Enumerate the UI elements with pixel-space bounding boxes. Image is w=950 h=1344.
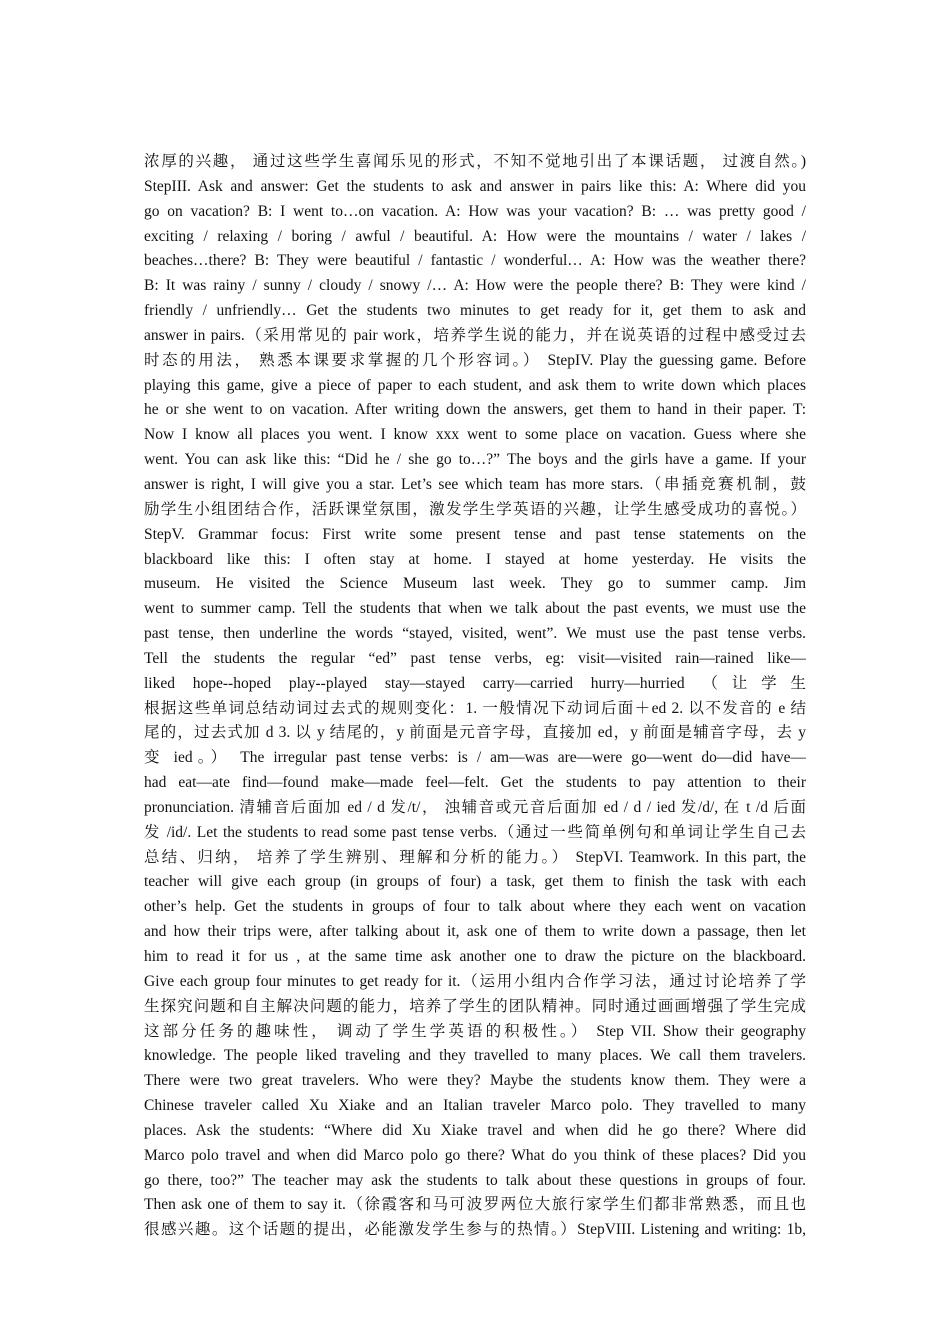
text-line: Chinese traveler called Xu Xiake and an Italian traveler Marco polo. They travelled to many bbox=[144, 1097, 806, 1115]
text-line: went. You can ask like this: “Did he / she go to…?” The boys and the girls have a game. If your bbox=[144, 451, 806, 469]
text-line: There were two great travelers. Who were they? Maybe the students know them. They were a bbox=[144, 1072, 806, 1090]
text-line: pronunciation. 清辅音后面加 ed / d 发/t/， 浊辅音或元音后面加 ed / d / ied 发/d/, 在 t /d 后面 bbox=[144, 798, 806, 816]
text-line: playing this game, give a piece of paper to each student, and ask them to write down which places bbox=[144, 376, 806, 394]
text-line: knowledge. The people liked traveling and they travelled to many places. We call them travelers. bbox=[144, 1047, 806, 1065]
text-line: him to read it for us , at the same time ask another one to draw the picture on the blackboard. bbox=[144, 948, 806, 965]
text-line: and how their trips were, after talking about it, ask one of them to write down a passage, then let bbox=[144, 923, 806, 941]
text-line: Give each group four minutes to get ready for it.（运用小组内合作学习法，通过讨论培养了学 bbox=[144, 972, 806, 990]
text-line: Now I know all places you went. I know xxx went to some place on vacation. Guess where she bbox=[144, 426, 806, 444]
text-line: 这部分任务的趣味性， 调动了学生学英语的积极性。） Step VII. Show their geography bbox=[144, 1022, 806, 1040]
text-line: 浓厚的兴趣， 通过这些学生喜闻乐见的形式，不知不觉地引出了本课话题， 过渡自然。) bbox=[144, 153, 806, 170]
text-line: 生探究问题和自主解决问题的能力，培养了学生的团队精神。同时通过画画增强了学生完成 bbox=[144, 997, 806, 1015]
text-line: past tense, then underline the words “stayed, visited, went”. We must use the past tense verbs. bbox=[144, 625, 806, 643]
text-line: StepIII. Ask and answer: Get the students to ask and answer in pairs like this: A: Where did you bbox=[144, 177, 806, 195]
text-line: museum. He visited the Science Museum last week. They go to summer camp. Jim bbox=[144, 575, 806, 593]
text-line: teacher will give each group (in groups of four) a task, get them to finish the task with each bbox=[144, 873, 806, 891]
text-line: B: It was rainy / sunny / cloudy / snowy /… A: How were the people there? B: They were kind / bbox=[144, 277, 806, 295]
text-line: Tell the students the regular “ed” past tense verbs, eg: visit—visited rain—rained like— bbox=[144, 649, 806, 667]
text-line: 时态的用法， 熟悉本课要求掌握的几个形容词。） StepIV. Play the guessing game. Before bbox=[144, 351, 806, 369]
text-line: StepV. Grammar focus: First write some present tense and past tense statements on the bbox=[144, 525, 806, 543]
text-line: blackboard like this: I often stay at home. I stayed at home yesterday. He visits the bbox=[144, 550, 806, 568]
text-line: go on vacation? B: I went to…on vacation. A: How was your vacation? B: … was pretty good / bbox=[144, 202, 806, 220]
text-line: friendly / unfriendly… Get the students two minutes to get ready for it, get them to ask and bbox=[144, 302, 806, 320]
text-line: liked hope--hoped play--played stay—stayed carry—carried hurry—hurried （让学生 bbox=[144, 674, 806, 692]
text-line: had eat—ate find—found make—made feel—felt. Get the students to pay attention to their bbox=[144, 774, 806, 792]
text-line: Then ask one of them to say it.（徐霞客和马可波罗两位大旅行家学生们都非常熟悉，而且也 bbox=[144, 1196, 806, 1214]
text-line: Marco polo travel and when did Marco polo go there? What do you think of these places? Did you bbox=[144, 1146, 806, 1164]
text-line: places. Ask the students: “Where did Xu Xiake travel and when did he go there? Where did bbox=[144, 1121, 806, 1139]
text-line: exciting / relaxing / boring / awful / beautiful. A: How were the mountains / water / lakes / bbox=[144, 227, 806, 245]
text-line: 根据这些单词总结动词过去式的规则变化：1. 一般情况下动词后面＋ed 2. 以不发音的 e 结 bbox=[144, 699, 806, 717]
text-line: 变 ied。） The irregular past tense verbs: is / am—was are—were go—went do—did have— bbox=[144, 749, 806, 767]
text-line: answer is right, I will give you a star. Let’s see which team has more stars.（串插竞赛机制，鼓 bbox=[144, 475, 806, 493]
text-line: 总结、归纳， 培养了学生辨别、理解和分析的能力。） StepVI. Teamwork. In this part, the bbox=[144, 848, 806, 866]
text-line: go there, too?” The teacher may ask the students to talk about these questions in groups of four. bbox=[144, 1171, 806, 1189]
text-line: other’s help. Get the students in groups of four to talk about where they each went on vacation bbox=[144, 898, 806, 916]
text-line: he or she went to on vacation. After writing down the answers, get them to hand in their paper. T: bbox=[144, 401, 806, 419]
text-line: went to summer camp. Tell the students that when we talk about the past events, we must use the bbox=[144, 600, 806, 618]
document-body bbox=[144, 150, 806, 1243]
text-line: 很感兴趣。这个话题的提出，必能激发学生参与的热情。）StepVIII. Listening and writing: 1b, bbox=[144, 1221, 806, 1239]
text-line: 尾的，过去式加 d 3. 以 y 结尾的，y 前面是元音字母，直接加 ed，y 前面是辅音字母，去 y bbox=[144, 724, 806, 742]
text-line: 励学生小组团结合作，活跃课堂氛围，激发学生学英语的兴趣，让学生感受成功的喜悦。） bbox=[144, 500, 806, 518]
text-line: beaches…there? B: They were beautiful / fantastic / wonderful… A: How was the weather there? bbox=[144, 252, 806, 270]
text-line: 发 /id/. Let the students to read some past tense verbs.（通过一些简单例句和单词让学生自己去 bbox=[144, 823, 806, 841]
text-line: answer in pairs.（采用常见的 pair work，培养学生说的能力，并在说英语的过程中感受过去 bbox=[144, 326, 806, 344]
